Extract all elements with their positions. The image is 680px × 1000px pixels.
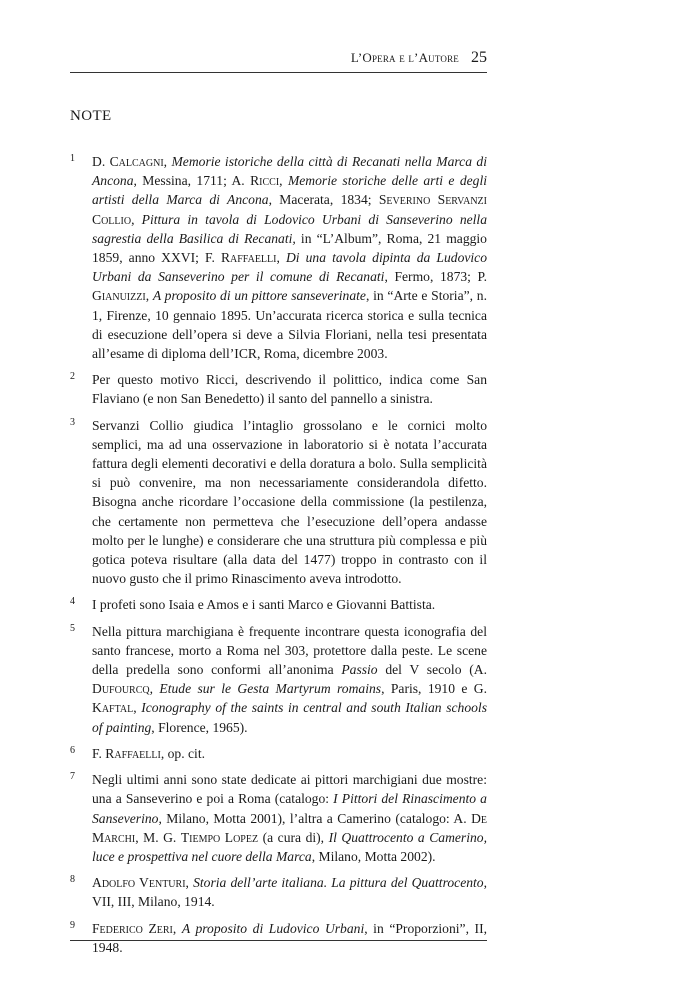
author-name: Tiempo Lopez	[180, 829, 259, 845]
footnote-text	[92, 622, 487, 737]
footer-rule	[70, 940, 487, 941]
footnote-text	[92, 744, 487, 763]
italic-title: A proposito di Ludovico Urbani	[181, 920, 365, 936]
italic-title: Passio	[341, 662, 378, 678]
footnote-number: 1	[70, 153, 75, 164]
author-name: De Marchi	[92, 810, 487, 845]
text-run: (a cura di),	[258, 829, 329, 845]
italic-title: Pittura in tavola di Lodovico Urbani di Sanseverino nella sagrestia della Basilica di Recanati,	[92, 211, 487, 246]
author-name: Ricci	[250, 173, 280, 189]
footnote-text	[92, 595, 487, 614]
page-number: 25	[471, 49, 487, 66]
text-run: , Florence, 1965).	[151, 719, 248, 735]
footnote-number: 7	[70, 771, 75, 783]
author-name: Gianuizzi	[92, 288, 146, 304]
text-run: ,	[133, 700, 142, 716]
text-run: , Paris, 1910 e G.	[381, 681, 488, 697]
footnote-text	[92, 919, 487, 957]
text-run: , Milano, Motta 2001), l’altra a Camerino (catalogo: A.	[158, 810, 472, 826]
text-run: ,	[149, 681, 160, 697]
text-run: , Messina, 1711; A.	[133, 173, 251, 189]
footnote-3	[70, 416, 487, 589]
footnote-number: 6	[70, 744, 75, 756]
running-head-title: L’Opera e l’Autore	[350, 50, 459, 65]
footnote-number: 3	[70, 416, 75, 428]
footnote-text	[92, 770, 487, 866]
author-name: Raffaelli	[220, 250, 277, 266]
text-run: F.	[92, 745, 106, 761]
text-run: ,	[276, 250, 286, 266]
footnote-8	[70, 873, 487, 911]
section-title: NOTE	[70, 108, 112, 124]
footnote-text	[92, 370, 487, 408]
italic-title: Memorie storiche delle arti e degli artisti della Marca di Ancona	[92, 173, 487, 208]
footnote-7	[70, 770, 487, 866]
footnote-2	[70, 370, 487, 408]
author-name: Calcagni	[109, 154, 164, 169]
text-run: I profeti sono Isaia e Amos e i santi Marco e Giovanni Battista.	[92, 597, 436, 613]
author-name: Dufourcq	[92, 681, 150, 697]
author-name: Adolfo Venturi	[92, 875, 186, 891]
italic-title: Il Quattrocento a Camerino, luce e prospettiva nel cuore della Marca	[92, 829, 487, 864]
footnote-number: 4	[70, 596, 75, 608]
italic-title: A proposito di un pittore sanseverinate	[152, 288, 366, 304]
italic-title: Di una tavola dipinta da Ludovico Urbani da Sanseverino per il comune di Recanati	[92, 250, 488, 285]
author-name: Raffaelli	[105, 745, 161, 761]
text-run: Servanzi Collio giudica l’intaglio grossolano e le cornici molto semplici, ma ad una osservazione in laboratorio si è notata l’accurata fattura degli elementi decorativi e della doratura a bolo. Sulla semplicità si può convenire, ma non necessariamente considerandola difetto. Bisogna anche ricordare l’occasione della commissione (la pestilenza, che certamente non permetteva che l’esecuzione dell’opera andasse molto per le lunghe) e considerare che una struttura più complessa e più gotica poteva risultare (alla data del 1477) troppo in contrasto con il nuovo gusto che il primo Rinascimento aveva introdotto.	[92, 417, 487, 587]
text-run: del V secolo (A.	[377, 662, 487, 678]
notes-list	[70, 152, 487, 964]
text-run: D.	[92, 154, 110, 169]
footnote-text	[92, 873, 487, 911]
text-run: , in “Proporzioni”, II, 1948.	[92, 920, 487, 955]
italic-title: Iconography of the saints in central and south Italian schools of painting	[92, 700, 487, 735]
text-run: ,	[172, 920, 182, 936]
footnote-5	[70, 622, 487, 737]
text-run: ,	[185, 875, 194, 891]
text-run: , Fermo, 1873; P.	[384, 269, 487, 285]
italic-title: I Pittori del Rinascimento a Sanseverino	[92, 791, 487, 826]
text-run: , in “Arte e Storia”, n. 1, Firenze, 10 gennaio 1895. Un’accurata ricerca storica e sulla tecnica di esecuzione dell’opera si deve a Silvia Floriani, nella tesi presentata all’esame di diploma dell’ICR, Roma, dicembre 2003.	[92, 288, 487, 362]
text-run: , VII, III, Milano, 1914.	[92, 875, 487, 910]
text-run: Negli ultimi anni sono state dedicate ai pittori marchigiani due mostre: una a Sanseverino e poi a Roma (catalogo:	[92, 772, 487, 807]
text-run: Nella pittura marchigiana è frequente incontrare questa iconografia del santo francese, morto a Roma nel 303, protettore dalla peste. Le scene della predella sono conformi all’anonima	[92, 623, 487, 678]
text-run: in “L’Album”, Roma, 21 maggio 1859, anno XXVI; F.	[92, 230, 487, 266]
footnote-number: 5	[70, 622, 75, 634]
author-name: Severino Servanzi Collio	[92, 192, 487, 227]
footnote-text	[92, 416, 487, 589]
text-run: , op. cit.	[160, 745, 206, 761]
italic-title: Etude sur le Gesta Martyrum romains	[159, 681, 382, 697]
text-run: ,	[163, 154, 172, 169]
author-name: Kaftal	[92, 700, 134, 716]
footnote-6	[70, 744, 487, 763]
footnote-1	[70, 152, 487, 363]
text-run: , Milano, Motta 2002).	[311, 848, 436, 864]
footnote-number: 2	[70, 371, 75, 383]
footnote-number: 9	[70, 919, 75, 931]
footnote-9	[70, 919, 487, 957]
text-run: , Macerata, 1834;	[268, 192, 379, 208]
header-rule	[70, 72, 487, 73]
footnote-text	[92, 152, 487, 363]
running-header	[70, 49, 487, 67]
italic-title: Memorie istoriche della città di Recanati nella Marca di Ancona	[92, 154, 487, 189]
author-name: Federico Zeri	[92, 920, 173, 936]
text-run: ,	[279, 173, 288, 189]
footnote-number: 8	[70, 874, 75, 886]
text-run: Per questo motivo Ricci, descrivendo il polittico, indica come San Flaviano (e non San Benedetto) il santo del pannello a sinistra.	[92, 372, 487, 407]
text-run: , M. G.	[135, 829, 181, 845]
footnote-4	[70, 595, 487, 614]
text-run: ,	[131, 211, 142, 227]
text-run: ,	[145, 288, 153, 304]
italic-title: Storia dell’arte italiana. La pittura del Quattrocento	[193, 875, 484, 891]
